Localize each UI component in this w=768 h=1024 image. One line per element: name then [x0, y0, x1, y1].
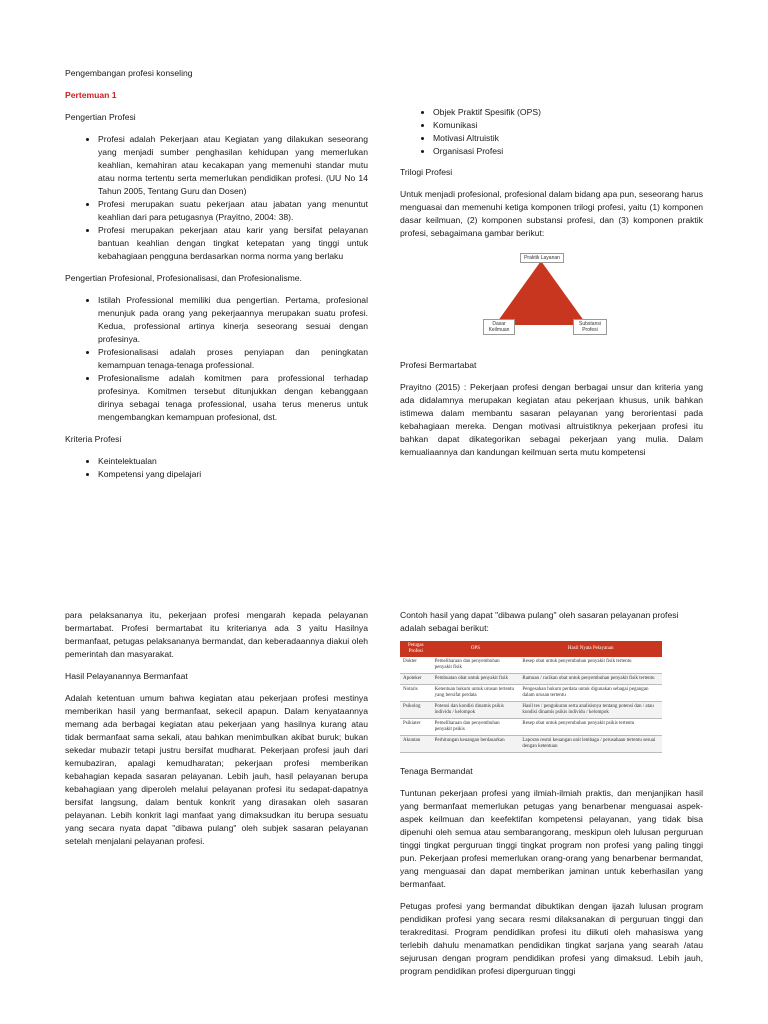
section-heading-pengertian-profesi: Pengertian Profesi: [65, 112, 136, 122]
section-heading-bermartabat: Profesi Bermartabat: [400, 360, 477, 370]
list-item: • Istilah Professional memiliki dua pengertian. Pertama, profesional menunjuk pada orang yang pekerjaannya merupakan suatu profesi. Kedua, professional artinya kinerja seseorang sesuai dengan profesinya.: [98, 294, 368, 346]
table-cell: Ketentuan hukum untuk urusan tertentu yang bersifat perdata: [432, 685, 520, 702]
list-item: • Profesi adalah Pekerjaan atau Kegiatan yang dilakukan seseorang yang menjadi sumber penghasilan kehidupan yang memerlukan keahlian, kemahiran atau kecakapan yang memenuhi standar mutu atau norma tertentu serta memerlukan pendidikan profesi. (UU No 14 Tahun 2005, Tentang Guru dan Dosen): [98, 133, 368, 198]
hasil-text: Adalah ketentuan umum bahwa kegiatan atau pekerjaan profesi mestinya memberikan hasil yang bermanfaat, sekecil apapun. Dalam kenyataannya memang ada berbagai kegiatan atau pekerjaan yang hasilnya kurang atau tidak bermanfaat sama sekali, atau bahkan menimbulkan akibat buruk; bukan sekedar mubazir tetapi justru bersifat mudharat. Pekerjaan profesi jauh dari kemubaziran, apalagi kemudharatan; pekerjaan profesi memberikan kebahagian kepada sasaran pelayanan. Lebih jauh, hasil pelayanan berupa kebahagiaan yang diperoleh melalui pelayanan profesi itu sedapat-dapatnya bersifat langsung, dalam bentuk konkrit yang dirasakan oleh sasaran pelayanan. Lebih konkrit lagi manfaat yang dimaksudkan itu berupa sesuatu yang secara nyata dapat "dibawa pulang" oleh subjek sasaran pelayanan setelah menjalani pelayanan profesi.: [65, 693, 368, 846]
section-heading-tenaga: Tenaga Bermandat: [400, 766, 473, 776]
list-item: • Motivasi Altruistik: [433, 132, 703, 145]
list-item: • Profesionalisasi adalah proses penyiapan dan peningkatan kemampuan tenaga-tenaga professional.: [98, 346, 368, 372]
table-header-row: [400, 641, 662, 657]
section-heading-kriteria: Kriteria Profesi: [65, 434, 122, 444]
table-cell: Laporan resmi keuangan unit lembaga / perusahaan tertentu sesuai dengan ketentuan: [519, 736, 662, 753]
bottom-left-column: [65, 609, 368, 857]
table-row: [400, 719, 662, 736]
tenaga-text-2: Petugas profesi yang bermandat dibuktikan dengan ijazah lulusan program pendidikan profesi yang secara resmi dilaksanakan di perguruan tinggi dan terakreditasi. Program pendidikan profesi itu diikuti oleh mahasiswa yang terlebih dahulu menamatkan pendidikan tingkat sarjana yang searah /atau sejurusan dengan program pendidikan profesi yang dimaksud. Lebih jauh, program pendidikan profesi diperguruan tinggi: [400, 901, 703, 976]
document-title: Pengembangan profesi konseling: [65, 68, 193, 78]
table-cell: Resep obat untuk penyembuhan penyakit fisik tertentu: [519, 657, 662, 674]
continuation-text: para pelaksananya itu, pekerjaan profesi mengarah kepada pelayanan bermartabat. Profesi bermartabat itu kriterianya ada 3 yaitu Hasilnya bermanfaat, petugas pelaksananya bermandat, dan keberadaannya diakui oleh pemerintah dan masyarakat.: [65, 610, 368, 659]
diagram-label-left: Dasar Keilmuan: [483, 319, 515, 335]
table-header-cell: Hasil Nyata Pelayanan: [519, 641, 662, 657]
table-cell: Hasil tes / pengukuran serta analisisnya tentang potensi dan / atau kondisi dinamis psikis individu / kelompok: [519, 702, 662, 719]
table-header-cell: OPS: [432, 641, 520, 657]
table-row: [400, 736, 662, 753]
bottom-right-column: [400, 609, 703, 987]
diagram-label-right: Substansi Profesi: [573, 319, 607, 335]
pengertian-profesi-list: [65, 133, 368, 263]
list-item: • Profesi merupakan suatu pekerjaan atau jabatan yang menuntut keahlian dari para petugasnya (Prayitno, 2004: 38).: [98, 198, 368, 224]
pengertian-profesional-list: [65, 294, 368, 424]
table-cell: Resep obat untuk penyembuhan penyakit psikis tertentu: [519, 719, 662, 736]
list-item: • Profesionalisme adalah komitmen para professional terhadap profesinya. Komitmen tersebut ditunjukkan dengan kebanggaan dirinya sebagai tenaga professional, usaha terus menerus untuk mengembangkan kemampuan profesional, dst.: [98, 372, 368, 424]
kriteria-list: [65, 455, 368, 481]
top-left-column: [65, 67, 368, 490]
table-cell: Perhitungan keuangan berdasarkan: [432, 736, 520, 753]
contoh-text: Contoh hasil yang dapat "dibawa pulang" oleh sasaran pelayanan profesi adalah sebagai berikut:: [400, 610, 679, 633]
section-heading-pengertian-profesional: Pengertian Profesional, Profesionalisasi, dan Profesionalisme.: [65, 273, 302, 283]
table-cell: Dokter: [400, 657, 432, 674]
table-cell: Psikolog: [400, 702, 432, 719]
table-row: [400, 674, 662, 685]
meeting-heading: Pertemuan 1: [65, 90, 117, 100]
hasil-pelayanan-table: [400, 641, 662, 753]
table-cell: Apoteker: [400, 674, 432, 685]
list-item: • Objek Praktif Spesifik (OPS): [433, 106, 703, 119]
table-cell: Pemeliharaan dan penyembuhan penyakit psikis: [432, 719, 520, 736]
section-heading-hasil: Hasil Pelayanannya Bermanfaat: [65, 671, 188, 681]
table-cell: Akuntan: [400, 736, 432, 753]
table-cell: Psikiater: [400, 719, 432, 736]
table-cell: Potensi dan kondisi dinamis psikis individu / kelompok: [432, 702, 520, 719]
list-item: • Keintelektualan: [98, 455, 368, 468]
table-cell: Pengesahan hukum perdata untuk digunakan sebagai pegangan dalam urusan tertentu: [519, 685, 662, 702]
table-cell: Notaris: [400, 685, 432, 702]
list-item: • Profesi merupakan pekerjaan atau karir yang bersifat pelayanan bantuan keahlian dengan tingkat ketepatan yang tinggi untuk kebahagiaan pengguna berdasarkan norma norma yang berlaku: [98, 224, 368, 263]
section-heading-trilogi: Trilogi Profesi: [400, 167, 453, 177]
table-cell: Ramuan / racikan obat untuk penyembuhan penyakit fisik tertentu: [519, 674, 662, 685]
kriteria-continued-list: [400, 106, 703, 158]
list-item: • Kompetensi yang dipelajari: [98, 468, 368, 481]
table-header-cell: Petugas Profesi: [400, 641, 432, 657]
table-cell: Pembuatan obat untuk penyakit fisik: [432, 674, 520, 685]
top-right-column: [400, 106, 703, 468]
diagram-label-top: Praktik Layanan: [520, 253, 564, 263]
trilogi-diagram: [483, 249, 613, 345]
trilogi-text: Untuk menjadi profesional, profesional dalam bidang apa pun, seseorang harus menguasai dan memenuhi ketiga komponen trilogi profesi, yaitu (1) komponen dasar keilmuan, (2) komponen substansi profesi, dan (3) komponen praktik profesi, sebagaimana gambar berikut:: [400, 189, 703, 238]
table-cell: Pemeliharaan dan penyembuhan penyakit fisik: [432, 657, 520, 674]
table-row: [400, 702, 662, 719]
table-row: [400, 657, 662, 674]
bermartabat-text: Prayitno (2015) : Pekerjaan profesi dengan berbagai unsur dan kriteria yang ada didalamnya merupakan kegiatan atau pekerjaan khusus, unik bahkan istimewa dalam membantu sasaran pelayanan yang berorientasi pada kebahagiaan mereka. Dengan motivasi altruistiknya pekerjaan profesi itu bahkan dapat dikategorikan sebagai pekerjaan yang mulia. Dalam kemualiaannya dan kandungan keilmuan serta mutu kompetensi: [400, 382, 703, 457]
tenaga-text-1: Tuntunan pekerjaan profesi yang ilmiah-ilmiah praktis, dan menjanjikan hasil yang bermanfaat memerlukan petugas yang benarbenar menguasai aspek-aspek keilmuan dan keefektifan kompetensi pelayanan, yang tidak bisa dipenuhi oleh semua atau sembarangorang, meskipun oleh lulusan perguruan tinggi tingkat perguruan tinggi tingkat program non profesi yang paling tinggi pun. Pekerjaan profesi memerlukan orang-orang yang benarbenar bermandat, yang menguasai dan dapat memberikan jaminan untuk keberhasilan yang bermanfaat.: [400, 788, 703, 889]
list-item: • Komunikasi: [433, 119, 703, 132]
list-item: • Organisasi Profesi: [433, 145, 703, 158]
table-row: [400, 685, 662, 702]
